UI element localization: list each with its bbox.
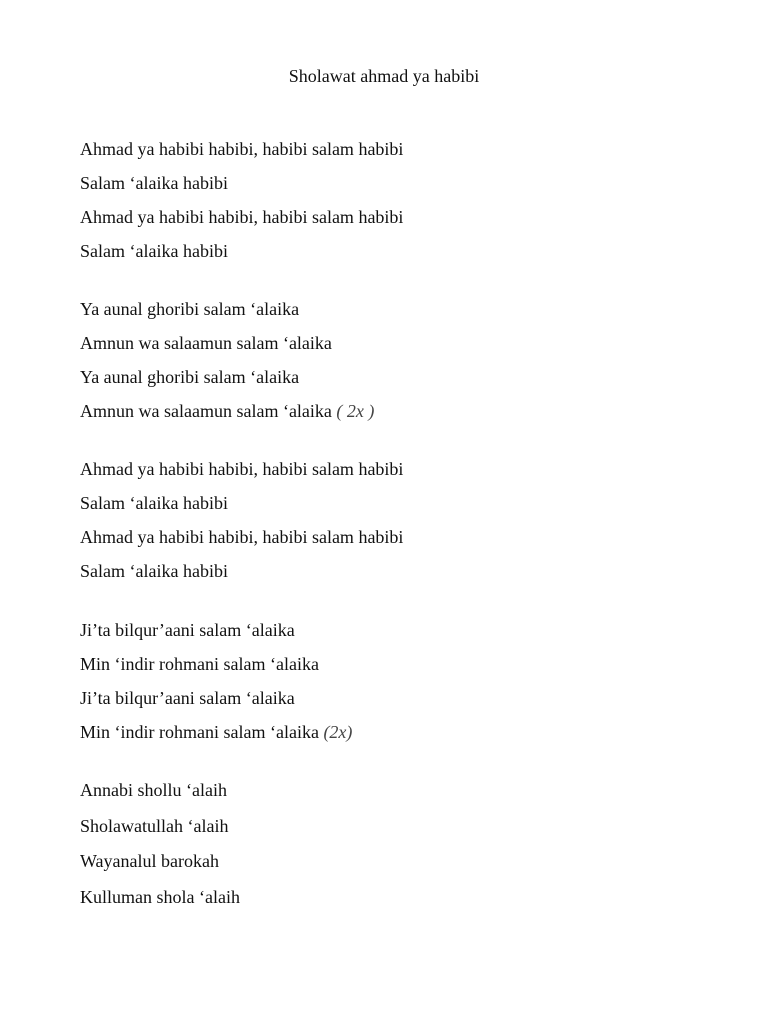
lyric-line: Wayanalul barokah bbox=[80, 851, 219, 871]
lyric-line: Ahmad ya habibi habibi, habibi salam habibi bbox=[80, 459, 404, 479]
lyric-line: Annabi shollu ‘alaih bbox=[80, 780, 227, 800]
lyric-line: Salam ‘alaika habibi bbox=[80, 493, 228, 513]
lyric-line: Salam ‘alaika habibi bbox=[80, 561, 228, 581]
repeat-note: ( 2x ) bbox=[331, 401, 375, 421]
lyric-line: Sholawatullah ‘alaih bbox=[80, 815, 229, 836]
lyric-line: Kulluman shola ‘alaih bbox=[80, 886, 240, 907]
stanza-5 bbox=[80, 778, 720, 920]
lyric-line: Salam ‘alaika habibi bbox=[80, 241, 228, 261]
lyric-line: Min ‘indir rohmani salam ‘alaika bbox=[80, 654, 319, 674]
lyric-line: Ji’ta bilqur’aani salam ‘alaika bbox=[80, 688, 295, 708]
stanza-4 bbox=[80, 618, 720, 754]
document-title: Sholawat ahmad ya habibi bbox=[288, 66, 480, 86]
lyric-line: Ya aunal ghoribi salam ‘alaika bbox=[80, 367, 300, 387]
stanza-1 bbox=[80, 137, 720, 273]
lyric-line: Amnun wa salaamun salam ‘alaika ( 2x ) bbox=[80, 401, 375, 421]
stanza-2 bbox=[80, 297, 720, 433]
lyric-line: Ahmad ya habibi habibi, habibi salam habibi bbox=[80, 527, 404, 547]
lyric-line: Ya aunal ghoribi salam ‘alaika bbox=[80, 299, 300, 319]
stanza-3 bbox=[80, 457, 720, 593]
lyric-line: Ahmad ya habibi habibi, habibi salam habibi bbox=[80, 139, 404, 159]
repeat-note: (2x) bbox=[318, 722, 353, 742]
lyric-line: Min ‘indir rohmani salam ‘alaika (2x) bbox=[80, 722, 353, 742]
lyric-line: Amnun wa salaamun salam ‘alaika bbox=[80, 333, 332, 353]
lyric-line: Ahmad ya habibi habibi, habibi salam habibi bbox=[80, 207, 404, 227]
lyric-line: Ji’ta bilqur’aani salam ‘alaika bbox=[80, 620, 295, 640]
lyric-line: Salam ‘alaika habibi bbox=[80, 173, 228, 193]
